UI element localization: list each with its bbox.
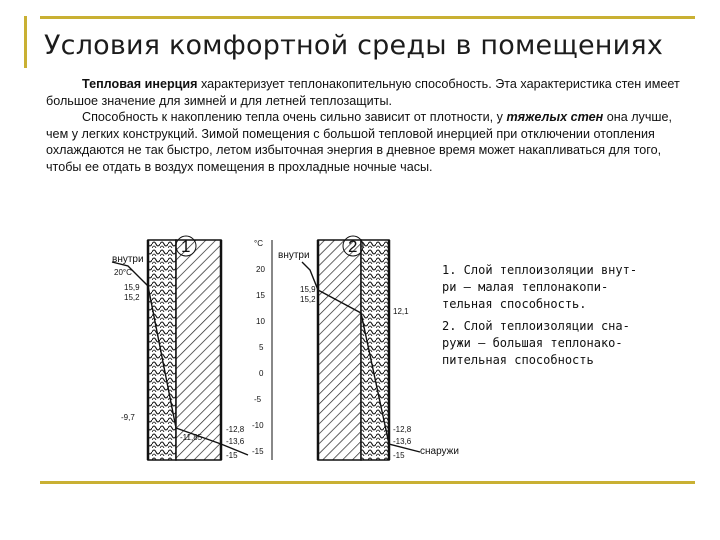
- scale-tick-0: 0: [259, 369, 264, 378]
- wall-2-value-masonry: 12,1: [393, 307, 409, 316]
- wall-2-value-outer-surface: -12,8: [393, 425, 412, 434]
- bottom-divider: [40, 481, 695, 484]
- wall-1-insulation-layer: [148, 240, 176, 460]
- paragraph-2: [46, 109, 686, 175]
- legend-2-line-3: пительная способность: [442, 353, 594, 367]
- scale-tick-10: 10: [256, 317, 265, 326]
- legend-2-line-1: 2. Слой теплоизоляции сна-: [442, 319, 630, 333]
- legend-2-line-2: ружи — большая теплонако-: [442, 336, 623, 350]
- wall-2-diagram: [278, 236, 459, 460]
- title-accent-bar: [24, 16, 27, 68]
- term-thermal-inertia: Тепловая инерция: [82, 77, 198, 91]
- wall-1-value-mid: -11,85: [180, 433, 203, 442]
- wall-temperature-figure: [0, 228, 720, 476]
- wall-1-value-outer-surface: -12,8: [226, 425, 245, 434]
- legend-1-line-3: тельная способность.: [442, 297, 587, 311]
- scale-tick-minus-10: -10: [252, 421, 264, 430]
- paragraph-2-start: Способность к накоплению тепла очень сильно зависит от плотности, у: [82, 110, 507, 124]
- wall-2-outside-label: снаружи: [420, 446, 459, 457]
- wall-1-value-surface: 15,9: [124, 283, 140, 292]
- figure-legend: [442, 263, 637, 367]
- wall-2-value-surface: 15,9: [300, 285, 316, 294]
- wall-2-value-outside: -15: [393, 451, 405, 460]
- scale-tick-15: 15: [256, 291, 265, 300]
- wall-1-value-interface: 15,2: [124, 293, 140, 302]
- scale-unit: °C: [254, 239, 263, 248]
- paragraph-2-end: она лучше, чем у легких конструкций. Зимой помещения с большой тепловой инерцией при отключении отопления охлаждаются не так быстро, летом избыточная энергия в дневное время может накапливаться для того, чтобы ее отдать в воздух помещения в прохладные ночные часы.: [46, 110, 673, 174]
- page-title: Условия комфортной среды в помещениях: [44, 30, 663, 61]
- wall-2-number: 2: [348, 237, 358, 256]
- scale-tick-5: 5: [259, 343, 264, 352]
- wall-1-number: 1: [181, 237, 191, 256]
- wall-1-value-cold-interface: -9,7: [121, 413, 135, 422]
- wall-2-masonry-layer: [318, 240, 361, 460]
- wall-1-value-outer-air: -13,6: [226, 437, 245, 446]
- emphasis-heavy-walls: тяжелых стен: [506, 110, 604, 124]
- wall-2-value-outer-air: -13,6: [393, 437, 412, 446]
- scale-tick-minus-5: -5: [254, 395, 262, 404]
- wall-2-inside-label: внутри: [278, 250, 310, 261]
- paragraph-1: [46, 76, 686, 109]
- legend-1-line-1: 1. Слой теплоизоляции внут-: [442, 263, 638, 277]
- scale-tick-minus-15: -15: [252, 447, 264, 456]
- top-divider: [40, 16, 695, 19]
- wall-1-value-inside-air: 20°C: [114, 268, 132, 277]
- wall-1-inside-label: внутри: [112, 254, 144, 265]
- scale-tick-20: 20: [256, 265, 265, 274]
- paragraph-1-text: характеризует теплонакопительную способность. Эта характеристика стен имеет большое значение для зимней и для летней теплозащиты.: [46, 77, 680, 108]
- body-text: [46, 76, 686, 175]
- legend-1-line-2: ри — малая теплонакопи-: [442, 280, 609, 294]
- temperature-scale: [252, 239, 272, 460]
- wall-1-masonry-layer: [176, 240, 221, 460]
- wall-1-value-outside: -15: [226, 451, 238, 460]
- wall-1-diagram: [112, 236, 248, 460]
- wall-2-value-interface: 15,2: [300, 295, 316, 304]
